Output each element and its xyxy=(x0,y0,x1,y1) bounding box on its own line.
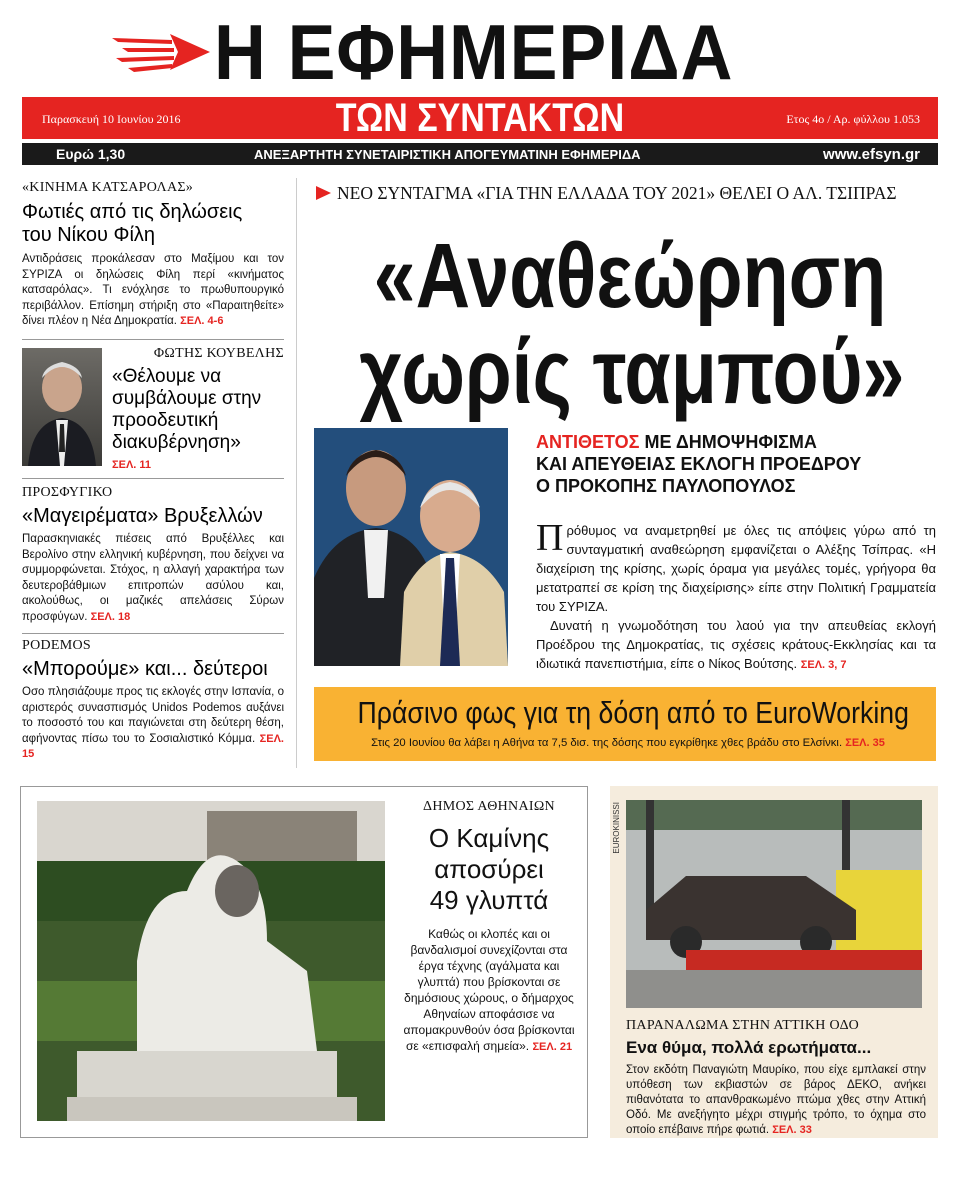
page-ref: ΣΕΛ. 35 xyxy=(845,737,885,749)
banner-sub: Στις 20 Ιουνίου θα λάβει η Αθήνα τα 7,5 δισ. της δόσης που εγκρίθηκε χθες βράδυ στο Ελσίνκι. ΣΕΛ. 35 xyxy=(371,737,885,749)
attiki-story-text xyxy=(626,1018,926,1138)
lead-body: Πρόθυμος να αναμετρηθεί με όλες τις απόψεις γύρω από τη συνταγματική αναθεώρηση εμφανίζεται ο Αλέξης Τσίπρας. «Η διαχείριση της κρίσης, χωρίς όραμα για μεγάλες τομές, γρήγορα θα μετατραπεί σε κρίση της διαχείρισης» είπε στην Πολιτική Γραμματεία του ΣΥΡΙΖΑ. Δυνατή η γνωμοδότηση του λαού για την απευθείας εκλογή Προέδρου της Δημοκρατίας, τις σχέσεις κράτους-Εκκλησίας και τα ιδιωτικά πανεπιστήμια, είπε ο Νίκος Βούτσης. ΣΕΛ. 3, 7 xyxy=(536,517,936,671)
masthead-red-bar xyxy=(22,97,938,139)
story-body: Στον εκδότη Παναγιώτη Μαυρίκο, που είχε εμπλακεί στην υπόθεση των εκβιαστών σε βάρος ΔΕΚΟ, ανήκει πιθανότατα το απανθρακωμένο πτώμα χθες στην Αττική Οδό. Με ανεξήγητο μέχρι στιγμής τρόπο, το όχημα στο οποίο επέβαινε πήρε φωτιά. ΣΕΛ. 33 xyxy=(626,1064,926,1136)
story-kicker: ΔΗΜΟΣ ΑΘΗΝΑΙΩΝ xyxy=(423,799,555,814)
story-body: Καθώς οι κλοπές και οι βανδαλισμοί συνεχίζονται στα έργα τέχνης (αγάλματα και γλυπτά) που βρίσκονται σε δημόσιους χώρους, ο δήμαρχος Αθηναίων αποφάσισε να απομακρυνθούν όσα βρίσκονται σε «επισφαλή σημεία». ΣΕΛ. 21 xyxy=(403,927,575,1053)
page-ref: ΣΕΛ. 3, 7 xyxy=(800,659,847,671)
story-body: Παρασκηνιακές πιέσεις από Βρυξέλλες και Βερολίνο στην ελληνική κυβέρνηση, που δείχνει να συμμορφώνεται. Στόχος, η αλλαγή χαρακτήρα των δευτεροβάθμιων επιτροπών ασύλου και, ακολούθως, οι μαζικές απελάσεις Σύρων προσφύγων. ΣΕΛ. 18 xyxy=(22,533,284,623)
lead-subheadline: ΑΝΤΙΘΕΤΟΣ ΜΕ ΔΗΜΟΨΗΦΙΣΜΑ ΚΑΙ ΑΠΕΥΘΕΙΑΣ ΕΚΛΟΓΗ ΠΡΟΕΔΡΟΥ Ο ΠΡΟΚΟΠΗΣ ΠΑΥΛΟΠΟΥΛΟΣ xyxy=(536,432,862,496)
burned-car-photo xyxy=(626,800,922,1008)
story-kicker: PODEMOS xyxy=(22,638,92,653)
masthead-title: Η ΕΦΗΜΕΡΙΔΑ xyxy=(214,8,734,96)
column-divider xyxy=(296,178,297,768)
banner-headline[interactable]: Πράσινο φως για τη δόση από το EuroWorking xyxy=(357,695,909,730)
issue-date: Παρασκευή 10 Ιουνίου 2016 xyxy=(42,112,181,126)
story-kicker: ΠΡΟΣΦΥΓΙΚΟ xyxy=(22,485,113,500)
tagline: ΑΝΕΞΑΡΤΗΤΗ ΣΥΝΕΤΑΙΡΙΣΤΙΚΗ ΑΠΟΓΕΥΜΑΤΙΝΗ ΕΦΗΜΕΡΙΔΑ xyxy=(254,147,641,162)
story-podemos[interactable] xyxy=(22,638,284,763)
pen-nib-logo-icon xyxy=(112,28,212,78)
divider xyxy=(22,339,284,340)
page-ref: ΣΕΛ. 21 xyxy=(532,1041,573,1053)
story-kicker: ΠΑΡΑΝΑΛΩΜΑ ΣΤΗΝ ΑΤΤΙΚΗ ΟΔΟ xyxy=(626,1018,860,1033)
lead-headline[interactable]: «Αναθεώρηση χωρίς ταμπού» xyxy=(359,225,905,423)
story-headline[interactable]: «Μαγειρέματα» Βρυξελλών xyxy=(22,505,263,527)
attiki-odos-story-box[interactable] xyxy=(610,786,938,1138)
masthead-subtitle: ΤΩΝ ΣΥΝΤΑΚΤΩΝ xyxy=(335,96,625,140)
story-prosfygiko[interactable] xyxy=(22,485,284,625)
story-kouvelis[interactable] xyxy=(112,346,284,471)
story-body: Αντιδράσεις προκάλεσαν στο Μαξίμου και τον ΣΥΡΙΖΑ οι δηλώσεις Φίλη περί «κινήματος κατσαρόλας». Τι ενόχλησε το πρωθυπουργικό περιβάλλον. Επίσημη στήριξη στο «Παραιτηθείτε» δίνει πλέον η Νέα Δημοκρατία. ΣΕΛ. 4-6 xyxy=(22,253,284,327)
story-katsarolas[interactable] xyxy=(22,180,284,330)
page-ref: ΣΕΛ. 11 xyxy=(112,459,152,471)
page-ref: ΣΕΛ. 4-6 xyxy=(180,315,224,327)
page-ref: ΣΕΛ. 15 xyxy=(22,732,284,760)
divider xyxy=(22,478,284,479)
price: Ευρώ 1,30 xyxy=(56,146,126,162)
tsipras-pavlopoulos-photo xyxy=(314,428,508,666)
kaminis-story-text xyxy=(401,799,577,1055)
issue-number: Ετος 4ο / Αρ. φύλλου 1.053 xyxy=(786,112,920,126)
page-ref: ΣΕΛ. 33 xyxy=(772,1124,812,1136)
page-ref: ΣΕΛ. 18 xyxy=(90,610,131,623)
statue-photo xyxy=(37,801,385,1121)
kouvelis-photo xyxy=(22,348,102,466)
story-headline[interactable]: «Μπορούμε» και... δεύτεροι xyxy=(22,658,268,680)
story-headline[interactable]: Φωτιές από τις δηλώσεις του Νίκου Φίλη xyxy=(22,201,243,246)
dropcap: Π xyxy=(536,517,564,559)
story-headline[interactable]: «Θέλουμε να συμβάλουμε στην προοδευτική διακυβέρνηση» xyxy=(112,366,262,453)
euroworking-banner[interactable] xyxy=(314,687,936,761)
story-headline[interactable]: Ο Καμίνης αποσύρει 49 γλυπτά xyxy=(428,823,550,915)
story-kicker: ΦΩΤΗΣ ΚΟΥΒΕΛΗΣ xyxy=(153,346,284,361)
story-headline[interactable]: Ενα θύμα, πολλά ερωτήματα... xyxy=(626,1038,872,1057)
story-kicker: «ΚΙΝΗΜΑ ΚΑΤΣΑΡΟΛΑΣ» xyxy=(22,180,194,195)
story-body: Οσο πλησιάζουμε προς τις εκλογές στην Ισπανία, ο αριστερός συνασπισμός Unidos Podemos αυξάνει το ποσοστό του και παγιώνεται στη δεύτερη θέση, αφήνοντας πίσω του το Σοσιαλιστικό Κόμμα. ΣΕΛ. 15 xyxy=(22,686,284,760)
arrow-icon xyxy=(316,186,331,200)
website-link[interactable]: www.efsyn.gr xyxy=(823,146,920,163)
kaminis-story-box[interactable] xyxy=(20,786,588,1138)
masthead-black-bar xyxy=(22,143,938,165)
divider xyxy=(22,633,284,634)
lead-kicker: ΝΕΟ ΣΥΝΤΑΓΜΑ «ΓΙΑ ΤΗΝ ΕΛΛΑΔΑ ΤΟΥ 2021» ΘΕΛΕΙ Ο ΑΛ. ΤΣΙΠΡΑΣ xyxy=(316,183,956,204)
photo-credit: EUROKINISSI xyxy=(612,802,621,854)
